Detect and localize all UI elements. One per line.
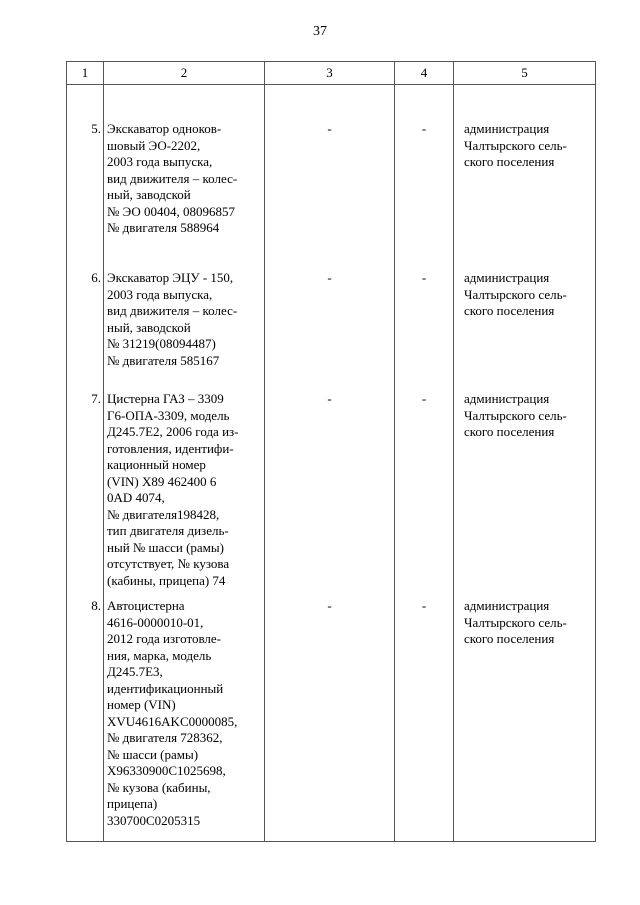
property-table [66,61,596,842]
col3-value: - [265,258,395,378]
column-header: 4 [395,62,454,85]
vehicle-description: Автоцистерна 4616-0000010-01, 2012 года изготовле- ния, марка, модель Д245.7Е3, идентификационный номер (VIN) XVU4616AKC0000085, № двигателя 728362, № шасси (рамы) X96330900C1025698, № кузова (кабины, прицепа) 330700C0205315 [104,598,265,842]
vehicle-description: Экскаватор ЭЦУ - 150, 2003 года выпуска, вид движителя – колес- ный, заводской № 31219(08094487) № двигателя 585167 [104,258,265,378]
row-number: 8. [67,598,104,842]
column-header: 2 [104,62,265,85]
table-row [67,378,596,598]
row-number: 7. [67,378,104,598]
table-row [67,85,596,259]
col3-value: - [265,598,395,842]
column-header: 1 [67,62,104,85]
col4-value: - [395,378,454,598]
page-number: 37 [313,24,327,39]
owner-name: администрация Чалтырского сель- ского поселения [454,598,596,842]
col4-value: - [395,598,454,842]
col3-value: - [265,378,395,598]
column-header: 5 [454,62,596,85]
vehicle-description: Цистерна ГАЗ – 3309 Г6-ОПА-3309, модель Д245.7Е2, 2006 года из- готовления, идентифи- кационный номер (VIN) X89 462400 6 0AD 4074, № двигателя198428, тип двигателя дизель- ный № шасси (рамы) отсутствует, № кузова (кабины, прицепа) 74 [104,378,265,598]
row-number: 6. [67,258,104,378]
owner-name: администрация Чалтырского сель- ского поселения [454,258,596,378]
table-header-row [67,62,596,85]
vehicle-description: Экскаватор одноков- шовый ЭО-2202, 2003 года выпуска, вид движителя – колес- ный, заводской № ЭО 00404, 08096857 № двигателя 588964 [104,85,265,259]
owner-name: администрация Чалтырского сель- ского поселения [454,85,596,259]
col4-value: - [395,258,454,378]
owner-name: администрация Чалтырского сель- ского поселения [454,378,596,598]
col4-value: - [395,85,454,259]
row-number: 5. [67,85,104,259]
col3-value: - [265,85,395,259]
column-header: 3 [265,62,395,85]
table-row [67,598,596,842]
table-row [67,258,596,378]
